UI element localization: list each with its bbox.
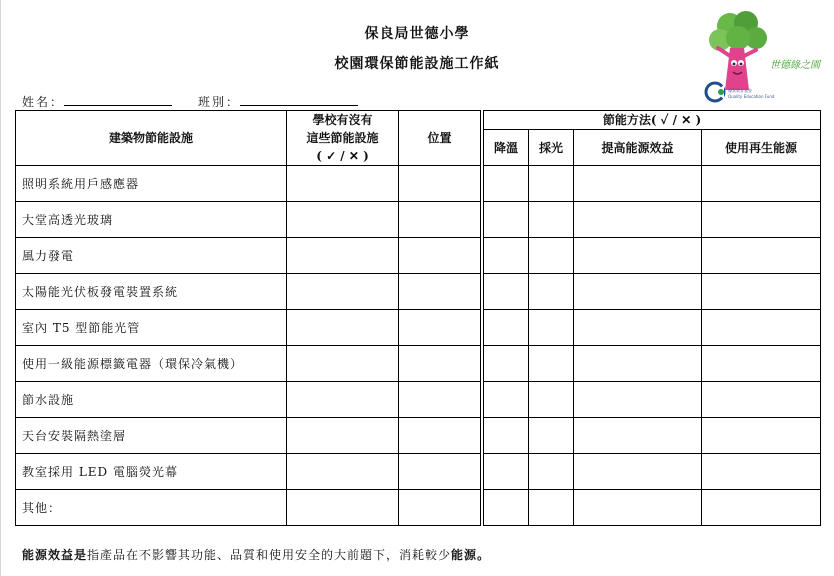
has-facility-header-line3: ( ✓ / ✕ ) <box>316 149 369 163</box>
location-cell[interactable] <box>399 274 481 310</box>
location-cell[interactable] <box>399 166 481 202</box>
cooling-cell[interactable] <box>484 454 529 490</box>
location-cell[interactable] <box>399 490 481 526</box>
cooling-cell[interactable] <box>484 382 529 418</box>
class-label: 班別： <box>198 95 241 109</box>
has-facility-cell[interactable] <box>287 382 399 418</box>
name-label: 姓名： <box>22 95 65 109</box>
fund-name-en: Quality Education Fund <box>728 94 775 99</box>
education-fund-icon <box>704 81 726 103</box>
definition-is-word: 是 <box>74 548 88 562</box>
facility-name: 節水設施 <box>16 382 287 418</box>
table-row <box>16 346 821 382</box>
location-cell[interactable] <box>399 454 481 490</box>
facility-name-other: 其他： <box>16 490 287 526</box>
cooling-cell[interactable] <box>484 274 529 310</box>
definition-energy-word: 能源 <box>451 548 478 562</box>
renewable-cell[interactable] <box>702 310 821 346</box>
facility-name: 風力發電 <box>16 238 287 274</box>
name-blank[interactable] <box>64 92 172 106</box>
lighting-cell[interactable] <box>529 418 574 454</box>
lighting-cell[interactable] <box>529 382 574 418</box>
lighting-cell[interactable] <box>529 454 574 490</box>
efficiency-cell[interactable] <box>574 346 702 382</box>
fund-name-text <box>728 88 774 99</box>
table-row <box>16 274 821 310</box>
definition-period: 。 <box>477 548 491 562</box>
efficiency-cell[interactable] <box>574 166 702 202</box>
cooling-cell[interactable] <box>484 202 529 238</box>
table-row <box>16 490 821 526</box>
lighting-cell[interactable] <box>529 310 574 346</box>
has-facility-cell[interactable] <box>287 166 399 202</box>
facility-name: 室內 T5 型節能光管 <box>16 310 287 346</box>
method-renewable-header: 使用再生能源 <box>702 130 821 166</box>
location-cell[interactable] <box>399 382 481 418</box>
lighting-cell[interactable] <box>529 238 574 274</box>
cooling-cell[interactable] <box>484 238 529 274</box>
has-facility-header-line2: 這些節能設施 <box>306 131 379 145</box>
cooling-cell[interactable] <box>484 490 529 526</box>
has-facility-cell[interactable] <box>287 274 399 310</box>
table-row <box>16 202 821 238</box>
definition-term: 能源效益 <box>22 548 75 562</box>
efficiency-cell[interactable] <box>574 454 702 490</box>
renewable-cell[interactable] <box>702 490 821 526</box>
table-row <box>16 238 821 274</box>
method-efficiency-header: 提高能源效益 <box>574 130 702 166</box>
cooling-cell[interactable] <box>484 418 529 454</box>
method-group-header: 節能方法( ✓ / ✕ ) <box>484 111 821 130</box>
energy-efficiency-definition <box>22 546 490 563</box>
facility-name: 太陽能光伏板發電裝置系統 <box>16 274 287 310</box>
table-row <box>16 310 821 346</box>
facility-name: 天台安裝隔熱塗層 <box>16 418 287 454</box>
table-row <box>16 382 821 418</box>
table-row <box>16 418 821 454</box>
lighting-cell[interactable] <box>529 202 574 238</box>
facility-name: 使用一級能源標籤電器（環保冷氣機） <box>16 346 287 382</box>
efficiency-cell[interactable] <box>574 310 702 346</box>
class-blank[interactable] <box>240 92 358 106</box>
renewable-cell[interactable] <box>702 346 821 382</box>
school-name: 保良局世德小學 <box>364 26 470 42</box>
fund-name-zh: 優質教育基金 <box>728 88 752 93</box>
efficiency-cell[interactable] <box>574 238 702 274</box>
efficiency-cell[interactable] <box>574 202 702 238</box>
renewable-cell[interactable] <box>702 274 821 310</box>
has-facility-cell[interactable] <box>287 346 399 382</box>
cooling-cell[interactable] <box>484 346 529 382</box>
table-row <box>16 454 821 490</box>
table-row <box>16 166 821 202</box>
renewable-cell[interactable] <box>702 454 821 490</box>
method-cooling-header: 降溫 <box>484 130 529 166</box>
facility-name: 教室採用 LED 電腦熒光幕 <box>16 454 287 490</box>
student-info-row <box>22 92 358 110</box>
renewable-cell[interactable] <box>702 238 821 274</box>
renewable-cell[interactable] <box>702 382 821 418</box>
has-facility-cell[interactable] <box>287 490 399 526</box>
has-facility-cell[interactable] <box>287 418 399 454</box>
has-facility-column-header <box>287 111 399 166</box>
location-cell[interactable] <box>399 310 481 346</box>
location-column-header: 位置 <box>399 111 481 166</box>
sheet-title: 校園環保節能設施工作紙 <box>334 56 500 72</box>
renewable-cell[interactable] <box>702 166 821 202</box>
efficiency-cell[interactable] <box>574 490 702 526</box>
has-facility-cell[interactable] <box>287 238 399 274</box>
efficiency-cell[interactable] <box>574 382 702 418</box>
location-cell[interactable] <box>399 418 481 454</box>
lighting-cell[interactable] <box>529 490 574 526</box>
renewable-cell[interactable] <box>702 202 821 238</box>
definition-text: 指產品在不影響其功能、品質和使用安全的大前題下，消耗較少 <box>87 548 452 562</box>
has-facility-cell[interactable] <box>287 454 399 490</box>
cooling-cell[interactable] <box>484 166 529 202</box>
renewable-cell[interactable] <box>702 418 821 454</box>
facility-worksheet-table <box>15 110 821 526</box>
has-facility-cell[interactable] <box>287 202 399 238</box>
facility-name: 大堂高透光玻璃 <box>16 202 287 238</box>
facility-name: 照明系統用戶感應器 <box>16 166 287 202</box>
location-cell[interactable] <box>399 202 481 238</box>
efficiency-cell[interactable] <box>574 418 702 454</box>
lighting-cell[interactable] <box>529 274 574 310</box>
method-lighting-header: 採光 <box>529 130 574 166</box>
cooling-cell[interactable] <box>484 310 529 346</box>
page-edge-line <box>0 0 1 576</box>
lighting-cell[interactable] <box>529 166 574 202</box>
efficiency-cell[interactable] <box>574 274 702 310</box>
logo-slogan: 世德綠之園 <box>770 60 820 71</box>
school-logo-area <box>700 8 830 106</box>
location-cell[interactable] <box>399 238 481 274</box>
has-facility-header-line1: 學校有沒有 <box>312 113 373 127</box>
lighting-cell[interactable] <box>529 346 574 382</box>
facility-column-header: 建築物節能設施 <box>16 111 287 166</box>
has-facility-cell[interactable] <box>287 310 399 346</box>
location-cell[interactable] <box>399 346 481 382</box>
